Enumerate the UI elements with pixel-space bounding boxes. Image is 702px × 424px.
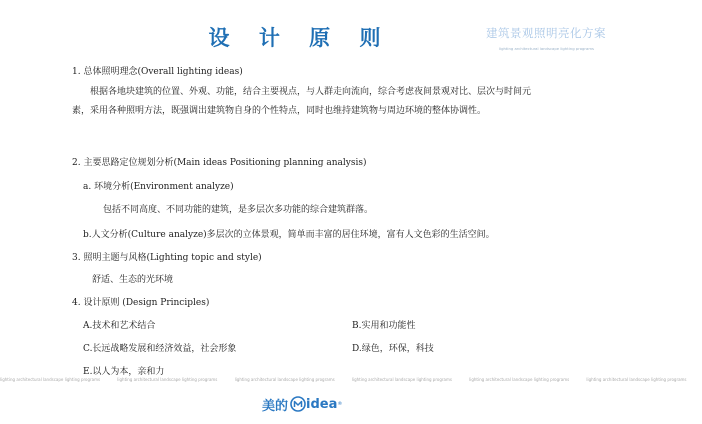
footer-band-text: lighting architectural landscape lighting programs — [0, 377, 101, 382]
section-4-heading: 4. 设计原则 (Design Principles) — [72, 298, 210, 308]
brand-subtitle: lighting architectural landscape lighting programs — [498, 46, 594, 51]
footer-band-text: lighting architectural landscape lighting programs — [351, 377, 452, 382]
section-3-heading: 3. 照明主题与风格(Lighting topic and style) — [72, 253, 262, 263]
midea-m-icon — [290, 396, 306, 412]
principle-c: C.长远战略发展和经济效益，社会形象 — [83, 344, 237, 354]
footer-band-text: lighting architectural landscape lighting programs — [469, 377, 570, 382]
brand-title: 建筑景观照明亮化方案 — [486, 26, 606, 40]
logo-chinese: 美的 — [262, 398, 289, 414]
section-2-heading: 2. 主要思路定位规划分析(Main ideas Positioning planning analysis) — [72, 158, 367, 168]
brand-header — [486, 25, 606, 51]
principle-b: B.实用和功能性 — [352, 321, 416, 331]
section-1-body: 根据各地块建筑的位置、外观、功能，结合主要视点，与人群走向流向，综合考虑夜间景观对比、层次与时间元素，采用各种照明方法，既强调出建筑物自身的个性特点，同时也维持建筑物与周边环境的整体协调性。 — [72, 87, 532, 116]
page-title: 设 计 原 则 — [208, 26, 392, 50]
section-1-heading: 1. 总体照明理念(Overall lighting ideas) — [72, 67, 243, 77]
registered-mark: ® — [337, 401, 343, 407]
footer-band-text: lighting architectural landscape lighting programs — [586, 377, 687, 382]
principle-d: D.绿色，环保，科技 — [352, 344, 434, 354]
logo-english: idea — [306, 396, 338, 412]
footer-band-text: lighting architectural landscape lighting programs — [117, 377, 218, 382]
midea-logo — [262, 394, 342, 414]
section-2a-body: 包括不同高度、不同功能的建筑，是多层次多功能的综合建筑群落。 — [103, 205, 374, 215]
principle-a: A.技术和艺术结合 — [83, 321, 156, 331]
footer-band-text: lighting architectural landscape lighting programs — [234, 377, 335, 382]
section-2a-heading: a. 环境分析(Environment analyze) — [83, 182, 234, 192]
footer-band — [0, 377, 687, 383]
principle-e: E.以人为本，亲和力 — [83, 367, 165, 377]
section-3-body: 舒适、生态的光环境 — [92, 275, 174, 285]
section-2b-line: b.人文分析(Culture analyze)多层次的立体景观，简单而丰富的居住环境，富有人文色彩的生活空间。 — [83, 230, 495, 240]
